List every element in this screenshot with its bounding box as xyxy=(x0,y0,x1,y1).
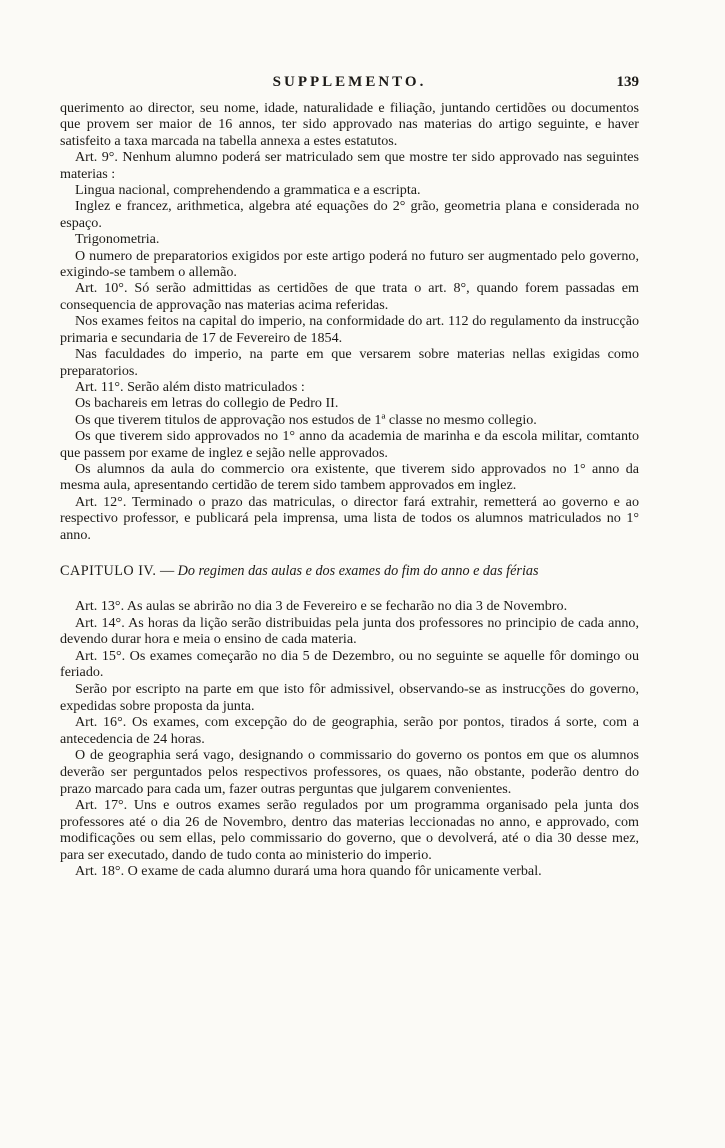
body-text-section-1 xyxy=(60,100,639,543)
chapter-label: CAPITULO IV. xyxy=(60,562,157,579)
body-text-section-2 xyxy=(60,598,639,880)
paragraph-art-18: Art. 18°. O exame de cada alumno durará uma hora quando fôr unicamente verbal. xyxy=(75,863,542,880)
paragraph-art-16: Art. 16°. Os exames, com excepção do de geographia, serão por pontos, tirados á sorte, com a antecedencia de 24 horas. xyxy=(60,714,639,747)
chapter-title: Do regimen das aulas e dos exames do fim do anno e das férias xyxy=(177,562,539,579)
paragraph-titulos-approvacao: Os que tiverem titulos de approvação nos estudos de 1ª classe no mesmo collegio. xyxy=(75,411,537,428)
page-number: 139 xyxy=(616,74,639,90)
paragraph-exames-capital: Nos exames feitos na capital do imperio, na conformidade do art. 112 do regulamento da instrucção primaria e secundaria de 17 de Fevereiro de 1854. xyxy=(60,313,639,346)
paragraph-art-13: Art. 13°. As aulas se abrirão no dia 3 de Fevereiro e se fecharão no dia 3 de Novembro. xyxy=(75,597,568,614)
paragraph-academia-marinha: Os que tiverem sido approvados no 1° anno da academia de marinha e da escola militar, comtanto que passem por exame de inglez e sejão nelle approvados. xyxy=(60,428,639,461)
paragraph-aula-commercio: Os alumnos da aula do commercio ora existente, que tiverem sido approvados no 1° anno da mesma aula, apresentando certidão de terem sido tambem approvados em inglez. xyxy=(60,460,639,494)
paragraph-faculdades: Nas faculdades do imperio, na parte em que versarem sobre materias nellas exigidas como preparatorios. xyxy=(60,346,639,379)
paragraph-inglez-francez: Inglez e francez, arithmetica, algebra até equações do 2° grão, geometria plana e considerada no espaço. xyxy=(60,198,639,231)
running-title: SUPPLEMENTO. xyxy=(272,74,427,90)
paragraph-art-15: Art. 15°. Os exames começarão no dia 5 de Dezembro, ou no seguinte se aquelle fôr domingo ou feriado. xyxy=(60,647,639,681)
paragraph-art-9: Art. 9°. Nenhum alumno poderá ser matriculado sem que mostre ter sido approvado nas seguintes materias : xyxy=(60,149,639,182)
paragraph-art-12: Art. 12°. Terminado o prazo das matriculas, o director fará extrahir, remetterá ao governo e ao respectivo professor, e publicará pela imprensa, uma lista de todos os alumnos matriculados no 1° anno. xyxy=(60,493,639,543)
paragraph-art-17: Art. 17°. Uns e outros exames serão regulados por um programma organisado pela junta dos professores até o dia 26 de Novembro, dentro das materias leccionadas no anno, e approvado, com modificações ou sem ellas, pelo commissario do governo, que o devolverá, até o dia 30 desse mez, para ser executado, dando de tudo conta ao ministerio do imperio. xyxy=(60,797,639,863)
page-header xyxy=(60,74,639,96)
chapter-dash: — xyxy=(156,562,178,579)
paragraph-trigonometria: Trigonometria. xyxy=(75,231,160,248)
chapter-heading xyxy=(60,563,639,580)
paragraph-bachareis: Os bachareis em letras do collegio de Pedro II. xyxy=(75,395,339,412)
paragraph-art-14: Art. 14°. As horas da lição serão distribuidas pela junta dos professores no principio de cada anno, devendo durar hora e meia o ensino de cada materia. xyxy=(60,614,639,648)
paragraph-geographia: O de geographia será vago, designando o commissario do governo os pontos em que os alumnos deverão ser perguntados pelos respectivos professores, os quaes, não obstante, poderão dentro do prazo marcado para cada um, fazer outras perguntas que julgarem convenientes. xyxy=(60,747,639,797)
paragraph-por-escripto: Serão por escripto na parte em que isto fôr admissivel, observando-se as instrucções do governo, expedidas sobre proposta da junta. xyxy=(60,680,639,714)
paragraph-art-11: Art. 11°. Serão além disto matriculados : xyxy=(75,378,305,395)
paragraph-lingua-nacional: Lingua nacional, comprehendendo a grammatica e a escripta. xyxy=(75,182,421,199)
paragraph-continuation: querimento ao director, seu nome, idade, naturalidade e filiação, juntando certidões ou documentos que provem ser maior de 16 annos, ter sido approvado nas materias do artigo seguinte, e haver satisfeito a taxa marcada na tabella annexa a estes estatutos. xyxy=(60,100,639,149)
paragraph-art-10: Art. 10°. Só serão admittidas as certidões de que trata o art. 8°, quando forem passadas em consequencia de approvação nas materias acima referidas. xyxy=(60,280,639,313)
paragraph-numero-preparatorios: O numero de preparatorios exigidos por este artigo poderá no futuro ser augmentado pelo governo, exigindo-se tambem o allemão. xyxy=(60,247,639,281)
